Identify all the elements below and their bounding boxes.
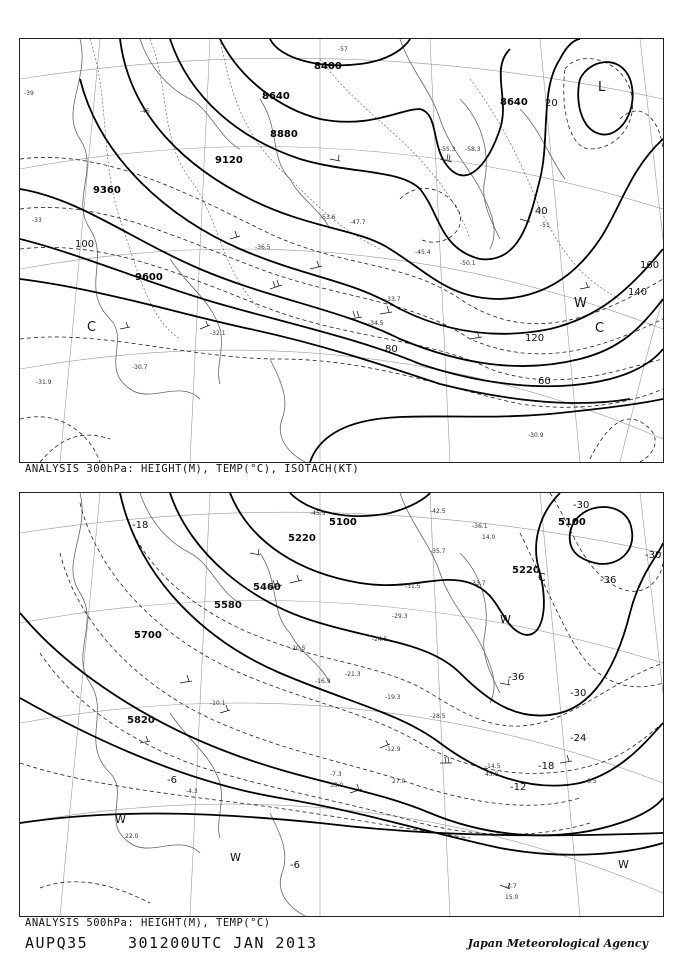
station-value: -7.3 [330, 771, 342, 778]
height-label-9120: 9120 [215, 155, 243, 166]
temp-contour-label: -30 [573, 500, 590, 511]
wind-barbs [120, 154, 590, 339]
temp-label: -39 [24, 90, 34, 97]
height-label-5100-b: 5100 [558, 517, 586, 528]
height-label-8640-a: 8640 [262, 91, 290, 102]
chart-500hpa [19, 492, 664, 917]
height-labels [127, 517, 586, 726]
height-label-5460: 5460 [253, 582, 281, 593]
station-value: -10.1 [210, 700, 226, 707]
station-value: -29.3 [392, 613, 408, 620]
chart-300hpa-map [20, 39, 663, 462]
station-value: -42.5 [430, 508, 446, 515]
caption-500hpa: ANALYSIS 500hPa: HEIGHT(M), TEMP(°C) [25, 917, 271, 929]
height-label-9600: 9600 [135, 272, 163, 283]
height-label-5220-a: 5220 [288, 533, 316, 544]
temp-label: -32.1 [210, 330, 226, 337]
temp-label: -57 [338, 46, 348, 53]
chart-500hpa-map [20, 493, 663, 916]
chart-300hpa [19, 38, 664, 463]
isotach-label-160: 160 [640, 260, 660, 271]
temp-label: -33 [32, 217, 42, 224]
temp-labels [24, 46, 550, 439]
temp-contour-label: -6 [167, 775, 177, 786]
station-value: -35.7 [430, 548, 446, 555]
warm-marker: W [574, 296, 587, 311]
station-value: -33.7 [470, 580, 486, 587]
station-value: 33.0 [330, 782, 344, 789]
height-label-8880: 8880 [270, 129, 298, 140]
isotach-label-20: 20 [545, 98, 558, 109]
station-value: -24.5 [372, 636, 388, 643]
isotach-label-40: 40 [535, 206, 548, 217]
temp-lines [90, 39, 620, 339]
temp-contour-label: -6 [290, 860, 300, 871]
coastlines [73, 39, 565, 462]
station-value: -16.9 [315, 678, 331, 685]
station-value: 27.0 [392, 778, 406, 785]
temp-label: -30.7 [132, 364, 148, 371]
station-value: -20.5 [290, 645, 306, 652]
temp-label: -33.7 [385, 296, 401, 303]
temp-contours [20, 493, 663, 903]
temp-label: -34.5 [368, 320, 384, 327]
height-label-5580: 5580 [214, 600, 242, 611]
temp-label: -45.4 [415, 249, 431, 256]
isotach-label-120: 120 [525, 333, 545, 344]
station-value: -19.3 [385, 694, 401, 701]
temp-label: -58.3 [465, 146, 481, 153]
height-label-8400-a: 8400 [314, 61, 342, 72]
station-value: 45.0 [485, 771, 499, 778]
warm-marker: W [618, 858, 629, 871]
temp-contour-label: -36 [508, 672, 525, 683]
station-value: 22.0 [125, 833, 139, 840]
station-value: -4.3 [186, 788, 198, 795]
height-contours [20, 39, 663, 462]
temp-label: -47.7 [350, 219, 366, 226]
cold-marker: C [87, 320, 97, 335]
station-value: -31.5 [405, 583, 421, 590]
temp-contour-label: -12 [510, 782, 527, 793]
temp-contour-label: -36 [600, 575, 617, 586]
height-label-8640-b: 8640 [500, 97, 528, 108]
cold-marker: C [538, 571, 546, 584]
isotach-label-60: 60 [538, 376, 551, 387]
cold-marker: C [595, 321, 605, 336]
graticule [20, 493, 663, 916]
temp-label: -30.9 [528, 432, 544, 439]
warm-marker: W [115, 813, 126, 826]
station-value: -3.7 [505, 883, 517, 890]
temp-contour-label: -30 [570, 688, 587, 699]
station-value: -12.9 [385, 746, 401, 753]
isotach-lines [20, 59, 663, 462]
valid-time: 301200UTC JAN 2013 [128, 934, 318, 952]
station-value: -36.1 [472, 523, 488, 530]
temp-label: -31.9 [36, 379, 52, 386]
temp-label: -55.3 [440, 146, 456, 153]
station-value: 14.0 [482, 534, 496, 541]
station-value: -45.5 [310, 510, 326, 517]
temp-label: -36.5 [255, 244, 271, 251]
station-value: -28.5 [430, 713, 446, 720]
height-label-5220-b: 5220 [512, 565, 540, 576]
station-value: -8.5 [585, 778, 597, 785]
height-label-5700: 5700 [134, 630, 162, 641]
height-label-9360: 9360 [93, 185, 121, 196]
temp-label: -53.6 [320, 214, 336, 221]
station-value: -21.3 [345, 671, 361, 678]
station-value: -14.5 [485, 763, 501, 770]
isotach-label-100: 100 [75, 239, 95, 250]
isotach-label-140: 140 [628, 287, 648, 298]
warm-marker: W [500, 613, 511, 626]
temp-contour-label: -24 [570, 733, 587, 744]
temp-contour-label: -18 [132, 520, 149, 531]
graticule [20, 39, 663, 462]
caption-300hpa: ANALYSIS 300hPa: HEIGHT(M), TEMP(°C), ISOTACH(KT) [25, 463, 360, 475]
temp-contour-label: -30 [645, 550, 662, 561]
product-code: AUPQ35 [25, 934, 89, 952]
temp-label: -51 [540, 222, 550, 229]
warm-marker: W [230, 851, 241, 864]
low-marker: L [598, 80, 606, 95]
isotach-labels [75, 98, 659, 387]
isotach-label-80: 80 [385, 344, 398, 355]
agency-name: Japan Meteorological Agency [467, 937, 648, 950]
height-label-5100-a: 5100 [329, 517, 357, 528]
temp-label: -45 [140, 108, 150, 115]
station-value: 15.0 [505, 894, 519, 901]
height-contours [20, 493, 663, 855]
temp-contour-label: -18 [538, 761, 555, 772]
temp-label: -50.1 [460, 260, 476, 267]
height-label-5820: 5820 [127, 715, 155, 726]
